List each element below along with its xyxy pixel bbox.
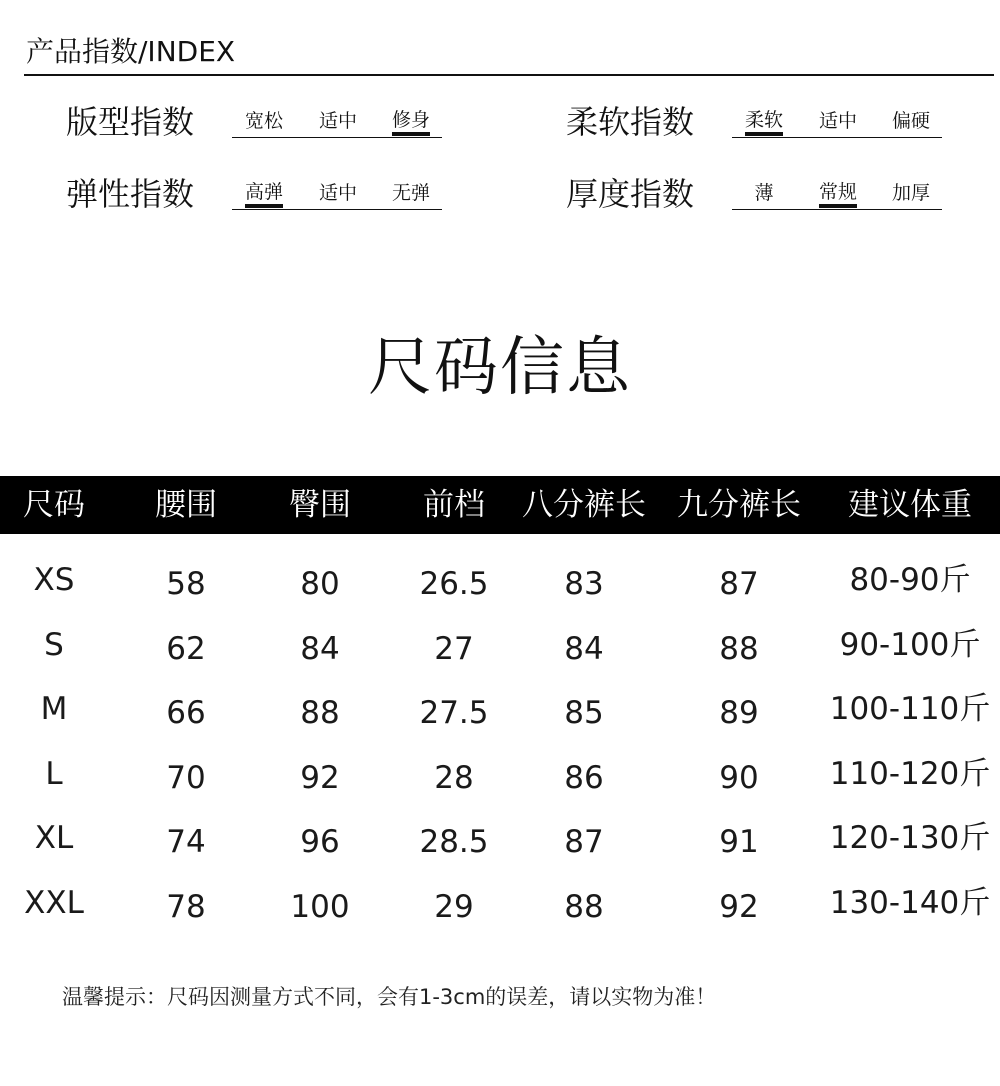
index-option: 宽松 [244, 110, 284, 132]
table-cell: 130-140斤 [829, 885, 991, 921]
table-cell: 74 [166, 824, 206, 861]
table-header-cell: 建议体重 [848, 487, 972, 523]
table-cell: 90-100斤 [839, 626, 981, 663]
table-cell: 27.5 [419, 695, 489, 732]
index-option-selected: 修身 [392, 108, 430, 136]
table-cell: 92 [719, 889, 759, 925]
index-option-selected: 常规 [819, 180, 857, 208]
index-scale-baseline [232, 137, 442, 138]
index-option: 加厚 [891, 182, 931, 204]
table-row [0, 887, 1000, 951]
table-cell: 80-90斤 [849, 562, 971, 598]
index-label: 厚度指数 [566, 175, 695, 213]
size-label: S [44, 626, 64, 663]
index-scale-baseline [732, 137, 942, 138]
table-cell: 80 [300, 566, 340, 602]
table-cell: 28.5 [419, 824, 489, 861]
table-cell: 87 [719, 566, 759, 602]
table-cell: 88 [300, 695, 340, 732]
table-cell: 58 [166, 566, 206, 602]
table-cell: 84 [300, 630, 340, 667]
table-cell: 90 [719, 759, 759, 796]
index-option: 适中 [318, 110, 358, 132]
page-header-title: 产品指数/INDEX [26, 35, 236, 68]
size-label: L [45, 755, 63, 792]
table-row [0, 693, 1000, 757]
index-label: 版型指数 [66, 103, 195, 141]
size-table-header [0, 476, 1000, 534]
table-header-cell: 九分裤长 [677, 487, 801, 523]
table-header-cell: 尺码 [23, 487, 85, 523]
table-cell: 26.5 [419, 566, 489, 602]
table-cell: 88 [564, 889, 604, 925]
table-cell: 88 [719, 630, 759, 667]
table-cell: 110-120斤 [829, 755, 991, 792]
table-cell: 62 [166, 630, 206, 667]
size-label: XS [33, 562, 75, 598]
index-option: 适中 [318, 182, 358, 204]
table-header-cell: 腰围 [155, 487, 217, 523]
index-option: 无弹 [391, 182, 431, 204]
table-header-cell: 前档 [423, 487, 485, 523]
table-cell: 86 [564, 759, 604, 796]
table-cell: 91 [719, 824, 759, 861]
table-cell: 83 [564, 566, 604, 602]
table-cell: 78 [166, 889, 206, 925]
table-cell: 92 [300, 759, 340, 796]
index-scale [732, 180, 942, 210]
table-cell: 84 [564, 630, 604, 667]
table-header-cell: 臀围 [289, 487, 351, 523]
table-cell: 87 [564, 824, 604, 861]
table-cell: 96 [300, 824, 340, 861]
table-cell: 28 [434, 759, 474, 796]
table-cell: 100-110斤 [829, 691, 991, 728]
index-scale-baseline [732, 209, 942, 210]
table-row [0, 626, 1000, 693]
index-scale [732, 108, 942, 138]
index-scale [232, 108, 442, 138]
index-option: 薄 [754, 182, 774, 204]
table-cell: 29 [434, 889, 474, 925]
table-cell: 120-130斤 [829, 820, 991, 857]
size-label: M [40, 691, 68, 728]
index-option-selected: 柔软 [745, 108, 783, 136]
table-header-cell: 八分裤长 [522, 487, 646, 523]
index-option: 适中 [818, 110, 858, 132]
table-row [0, 564, 1000, 628]
table-cell: 66 [166, 695, 206, 732]
index-scale-baseline [232, 209, 442, 210]
table-cell: 27 [434, 630, 474, 667]
table-row [0, 755, 1000, 822]
index-option-selected: 高弹 [245, 180, 283, 208]
header-divider [24, 74, 994, 76]
table-cell: 85 [564, 695, 604, 732]
table-row [0, 822, 1000, 886]
size-info-title: 尺码信息 [368, 331, 632, 405]
size-label: XL [34, 820, 74, 857]
index-option: 偏硬 [891, 110, 931, 132]
table-cell: 100 [290, 889, 350, 925]
index-label: 柔软指数 [566, 103, 695, 141]
size-label: XXL [24, 885, 84, 921]
index-label: 弹性指数 [66, 175, 195, 213]
table-cell: 89 [719, 695, 759, 732]
table-cell: 70 [166, 759, 206, 796]
measurement-note: 温馨提示：尺码因测量方式不同，会有1-3cm的误差，请以实物为准！ [62, 985, 717, 1009]
index-scale [232, 180, 442, 210]
